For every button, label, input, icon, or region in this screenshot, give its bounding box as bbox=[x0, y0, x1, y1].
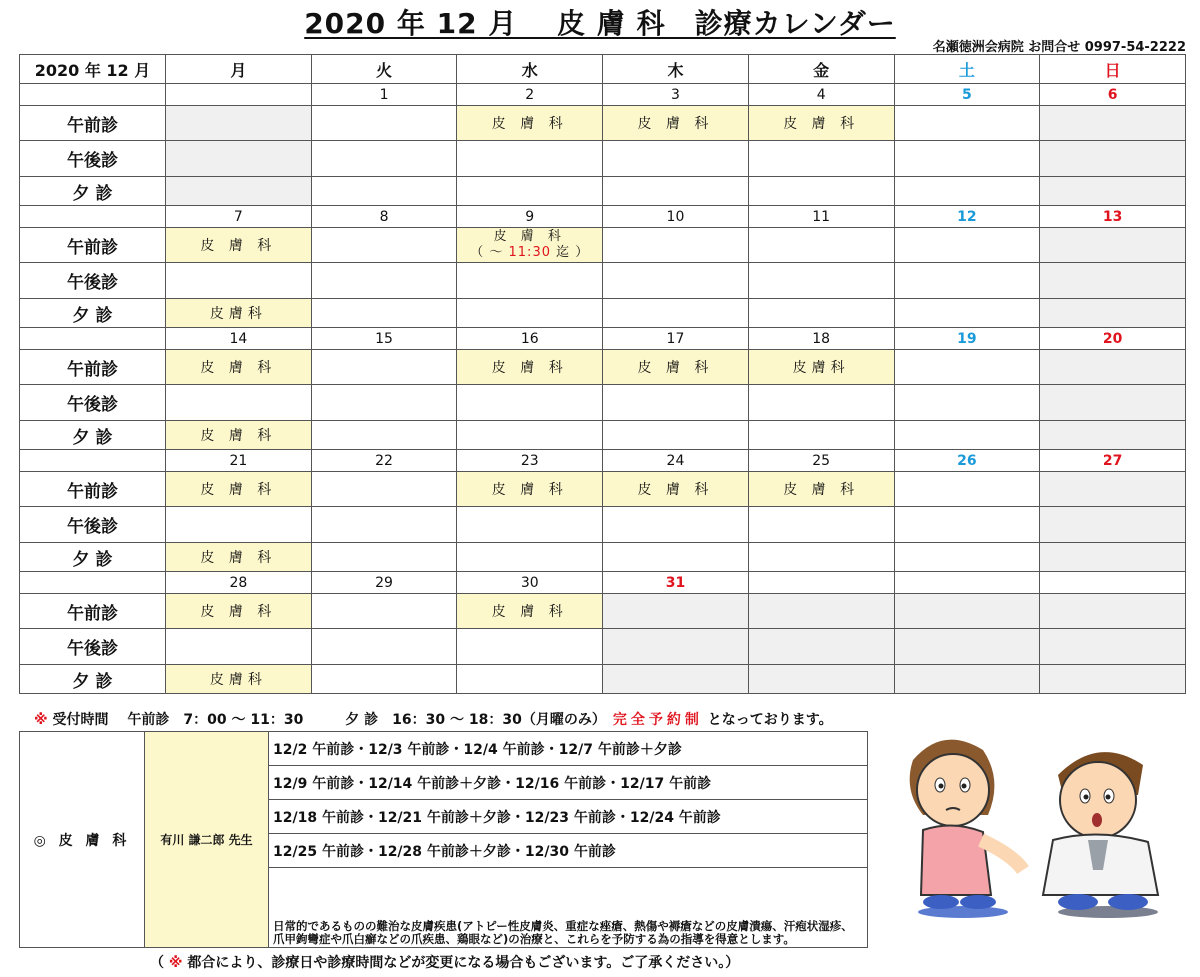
clinic-calendar bbox=[19, 54, 1186, 694]
weekday-wed: 水 bbox=[457, 55, 603, 84]
shift-cell bbox=[894, 421, 1040, 450]
date-cell bbox=[1040, 572, 1186, 594]
shift-cell bbox=[311, 594, 457, 629]
shift-cell bbox=[457, 665, 603, 694]
shift-label: 午後診 bbox=[20, 629, 166, 665]
week-date-label bbox=[20, 572, 166, 594]
date-cell: 2 bbox=[457, 84, 603, 106]
shift-cell: 皮 膚 科 bbox=[603, 106, 749, 141]
shift-cell bbox=[603, 141, 749, 177]
date-cell: 13 bbox=[1040, 206, 1186, 228]
shift-cell: 皮 膚 科 bbox=[457, 350, 603, 385]
shift-cell bbox=[603, 385, 749, 421]
shift-cell: 皮 膚 科 bbox=[166, 543, 312, 572]
date-cell: 10 bbox=[603, 206, 749, 228]
shift-cell bbox=[894, 177, 1040, 206]
weekday-sun: 日 bbox=[1040, 55, 1186, 84]
calendar-corner-label: 2020 年 12 月 bbox=[20, 55, 166, 84]
date-cell: 25 bbox=[748, 450, 894, 472]
shift-cell bbox=[894, 665, 1040, 694]
doctor-patient-illustration bbox=[893, 720, 1183, 920]
shift-cell bbox=[1040, 106, 1186, 141]
shift-cell bbox=[457, 299, 603, 328]
schedule-line: 12/2 午前診・12/3 午前診・12/4 午前診・12/7 午前診＋夕診 bbox=[269, 732, 868, 766]
shift-cell bbox=[311, 472, 457, 507]
shift-cell bbox=[894, 543, 1040, 572]
shift-cell bbox=[166, 141, 312, 177]
shift-label: 午前診 bbox=[20, 350, 166, 385]
shift-cell bbox=[748, 543, 894, 572]
date-cell: 26 bbox=[894, 450, 1040, 472]
shift-cell: 皮 膚 科 bbox=[166, 472, 312, 507]
shift-cell bbox=[311, 106, 457, 141]
shift-cell bbox=[1040, 629, 1186, 665]
date-cell: 21 bbox=[166, 450, 312, 472]
shift-label: 午後診 bbox=[20, 141, 166, 177]
shift-cell bbox=[1040, 263, 1186, 299]
shift-cell bbox=[894, 594, 1040, 629]
date-cell: 20 bbox=[1040, 328, 1186, 350]
shift-cell bbox=[603, 665, 749, 694]
date-cell: 15 bbox=[311, 328, 457, 350]
shift-cell: 皮膚科 bbox=[166, 665, 312, 694]
shift-cell bbox=[603, 228, 749, 263]
date-cell: 3 bbox=[603, 84, 749, 106]
shift-cell: 皮 膚 科 bbox=[457, 594, 603, 629]
shift-cell bbox=[311, 228, 457, 263]
shift-cell: 皮 膚 科 bbox=[748, 472, 894, 507]
shift-cell bbox=[1040, 543, 1186, 572]
shift-cell-label: 皮 膚 科 bbox=[493, 229, 566, 244]
shift-cell bbox=[1040, 299, 1186, 328]
shift-cell bbox=[166, 385, 312, 421]
shift-cell bbox=[1040, 385, 1186, 421]
shift-cell bbox=[894, 263, 1040, 299]
shift-cell bbox=[894, 385, 1040, 421]
note-mark: ※ bbox=[34, 712, 48, 728]
shift-cell bbox=[1040, 421, 1186, 450]
weekday-tue: 火 bbox=[311, 55, 457, 84]
shift-cell bbox=[311, 177, 457, 206]
shift-cell bbox=[603, 177, 749, 206]
shift-label: 夕 診 bbox=[20, 421, 166, 450]
time-note-value: 11:30 bbox=[508, 245, 551, 260]
shift-cell bbox=[748, 385, 894, 421]
shift-cell bbox=[894, 350, 1040, 385]
shift-cell bbox=[748, 263, 894, 299]
shift-cell bbox=[166, 507, 312, 543]
shift-cell bbox=[311, 507, 457, 543]
doctor-schedule-table bbox=[19, 731, 868, 948]
specialty-description: 日常的であるものの難治な皮膚疾患(アトピー性皮膚炎、重症な痤瘡、熱傷や褥瘡などの皮膚潰瘍、汗疱状湿疹、爪甲鉤彎症や爪白癬などの爪疾患、鶏眼など)の治療と、これらを予防する為の指導を得意とします。 bbox=[269, 868, 868, 948]
shift-cell bbox=[748, 299, 894, 328]
shift-cell bbox=[603, 421, 749, 450]
shift-cell bbox=[311, 421, 457, 450]
shift-cell bbox=[1040, 228, 1186, 263]
contact-info: 名瀬徳洲会病院 お問合せ 0997-54-2222 bbox=[932, 40, 1186, 55]
date-cell: 27 bbox=[1040, 450, 1186, 472]
shift-label: 午前診 bbox=[20, 106, 166, 141]
shift-cell bbox=[457, 385, 603, 421]
week-date-label bbox=[20, 450, 166, 472]
shift-label: 夕 診 bbox=[20, 299, 166, 328]
shift-cell bbox=[166, 629, 312, 665]
shift-cell bbox=[748, 594, 894, 629]
schedule-line: 12/9 午前診・12/14 午前診＋夕診・12/16 午前診・12/17 午前診 bbox=[269, 766, 868, 800]
date-cell: 1 bbox=[311, 84, 457, 106]
shift-cell bbox=[1040, 141, 1186, 177]
shift-cell bbox=[166, 106, 312, 141]
schedule-line: 12/25 午前診・12/28 午前診＋夕診・12/30 午前診 bbox=[269, 834, 868, 868]
shift-cell bbox=[1040, 177, 1186, 206]
shift-cell bbox=[748, 665, 894, 694]
date-cell: 5 bbox=[894, 84, 1040, 106]
shift-cell bbox=[311, 665, 457, 694]
date-cell: 31 bbox=[603, 572, 749, 594]
shift-label: 夕 診 bbox=[20, 177, 166, 206]
shift-cell: 皮膚科 bbox=[166, 299, 312, 328]
shift-label: 午前診 bbox=[20, 472, 166, 507]
date-cell: 9 bbox=[457, 206, 603, 228]
date-cell: 18 bbox=[748, 328, 894, 350]
footer-text: 都合により、診療日や診療時間などが変更になる場合もございます。ご了承ください。） bbox=[182, 955, 740, 971]
footer-mark: ※ bbox=[168, 955, 183, 971]
week-date-label bbox=[20, 84, 166, 106]
shift-cell bbox=[457, 507, 603, 543]
shift-cell bbox=[166, 177, 312, 206]
shift-label: 午後診 bbox=[20, 263, 166, 299]
shift-cell: 皮 膚 科 bbox=[166, 421, 312, 450]
date-cell: 24 bbox=[603, 450, 749, 472]
date-cell: 17 bbox=[603, 328, 749, 350]
date-cell: 16 bbox=[457, 328, 603, 350]
shift-label: 午前診 bbox=[20, 228, 166, 263]
week-date-label bbox=[20, 328, 166, 350]
schedule-line: 12/18 午前診・12/21 午前診＋夕診・12/23 午前診・12/24 午前診 bbox=[269, 800, 868, 834]
shift-label: 午後診 bbox=[20, 507, 166, 543]
shift-cell bbox=[311, 299, 457, 328]
shift-cell bbox=[311, 141, 457, 177]
shift-cell bbox=[1040, 594, 1186, 629]
shift-cell bbox=[603, 263, 749, 299]
shift-cell bbox=[603, 299, 749, 328]
date-cell: 12 bbox=[894, 206, 1040, 228]
shift-cell bbox=[748, 421, 894, 450]
shift-cell: 皮 膚 科 bbox=[166, 594, 312, 629]
date-cell: 22 bbox=[311, 450, 457, 472]
date-cell: 11 bbox=[748, 206, 894, 228]
date-cell: 29 bbox=[311, 572, 457, 594]
date-cell: 30 bbox=[457, 572, 603, 594]
shift-cell bbox=[603, 543, 749, 572]
weekday-fri: 金 bbox=[748, 55, 894, 84]
shift-cell: 皮 膚 科 bbox=[603, 350, 749, 385]
shift-label: 夕 診 bbox=[20, 665, 166, 694]
time-note-suffix: 迄 ） bbox=[550, 245, 590, 260]
week-date-label bbox=[20, 206, 166, 228]
shift-cell bbox=[1040, 350, 1186, 385]
weekday-thu: 木 bbox=[603, 55, 749, 84]
shift-cell bbox=[457, 421, 603, 450]
shift-label: 夕 診 bbox=[20, 543, 166, 572]
date-cell: 19 bbox=[894, 328, 1040, 350]
date-cell bbox=[748, 572, 894, 594]
shift-cell bbox=[603, 594, 749, 629]
weekday-mon: 月 bbox=[166, 55, 312, 84]
date-cell bbox=[166, 84, 312, 106]
shift-cell: 皮 膚 科 bbox=[166, 350, 312, 385]
shift-cell bbox=[748, 507, 894, 543]
date-cell: 8 bbox=[311, 206, 457, 228]
shift-cell bbox=[603, 507, 749, 543]
shift-label: 午前診 bbox=[20, 594, 166, 629]
footer-note bbox=[150, 952, 739, 972]
shift-label: 午後診 bbox=[20, 385, 166, 421]
shift-cell: 皮膚科 bbox=[748, 350, 894, 385]
shift-cell bbox=[894, 106, 1040, 141]
shift-cell: 皮 膚 科 bbox=[457, 106, 603, 141]
shift-cell bbox=[311, 385, 457, 421]
doctor-name: 有川 謙二郎 先生 bbox=[145, 732, 269, 948]
shift-cell bbox=[457, 141, 603, 177]
shift-cell bbox=[894, 507, 1040, 543]
reservation-only-label: 完全予約制 bbox=[612, 712, 703, 728]
time-note-prefix: （ ～ bbox=[470, 245, 509, 260]
date-cell: 14 bbox=[166, 328, 312, 350]
shift-cell bbox=[311, 543, 457, 572]
shift-cell bbox=[603, 629, 749, 665]
date-cell: 6 bbox=[1040, 84, 1186, 106]
shift-cell bbox=[457, 263, 603, 299]
shift-cell bbox=[894, 299, 1040, 328]
date-cell: 4 bbox=[748, 84, 894, 106]
date-cell: 7 bbox=[166, 206, 312, 228]
weekday-sat: 土 bbox=[894, 55, 1040, 84]
shift-cell bbox=[894, 629, 1040, 665]
shift-cell bbox=[748, 228, 894, 263]
date-cell bbox=[894, 572, 1040, 594]
shift-cell bbox=[748, 141, 894, 177]
reception-hours-note bbox=[34, 709, 833, 729]
shift-cell bbox=[894, 472, 1040, 507]
shift-cell bbox=[311, 629, 457, 665]
shift-cell bbox=[457, 177, 603, 206]
shift-cell-time-note bbox=[457, 245, 602, 261]
shift-cell bbox=[311, 350, 457, 385]
date-cell: 28 bbox=[166, 572, 312, 594]
page-title: 2020 年 12 月 皮 膚 科 診療カレンダー bbox=[304, 7, 896, 40]
department-name: ◎ 皮 膚 科 bbox=[20, 732, 145, 948]
shift-cell bbox=[457, 228, 603, 263]
shift-cell bbox=[748, 629, 894, 665]
date-cell: 23 bbox=[457, 450, 603, 472]
note-text: 受付時間 午前診 7：00 ～ 11：30 夕 診 16：30 ～ 18：30（月曜のみ） bbox=[47, 712, 613, 728]
shift-cell bbox=[166, 263, 312, 299]
shift-cell: 皮 膚 科 bbox=[603, 472, 749, 507]
shift-cell bbox=[1040, 472, 1186, 507]
shift-cell: 皮 膚 科 bbox=[166, 228, 312, 263]
shift-cell bbox=[894, 228, 1040, 263]
shift-cell bbox=[1040, 665, 1186, 694]
note-after: となっております。 bbox=[702, 712, 833, 728]
shift-cell bbox=[1040, 507, 1186, 543]
shift-cell bbox=[311, 263, 457, 299]
shift-cell: 皮 膚 科 bbox=[457, 472, 603, 507]
shift-cell bbox=[894, 141, 1040, 177]
shift-cell bbox=[457, 543, 603, 572]
shift-cell bbox=[748, 177, 894, 206]
shift-cell bbox=[457, 629, 603, 665]
shift-cell: 皮 膚 科 bbox=[748, 106, 894, 141]
footer-pre: （ bbox=[150, 955, 169, 971]
